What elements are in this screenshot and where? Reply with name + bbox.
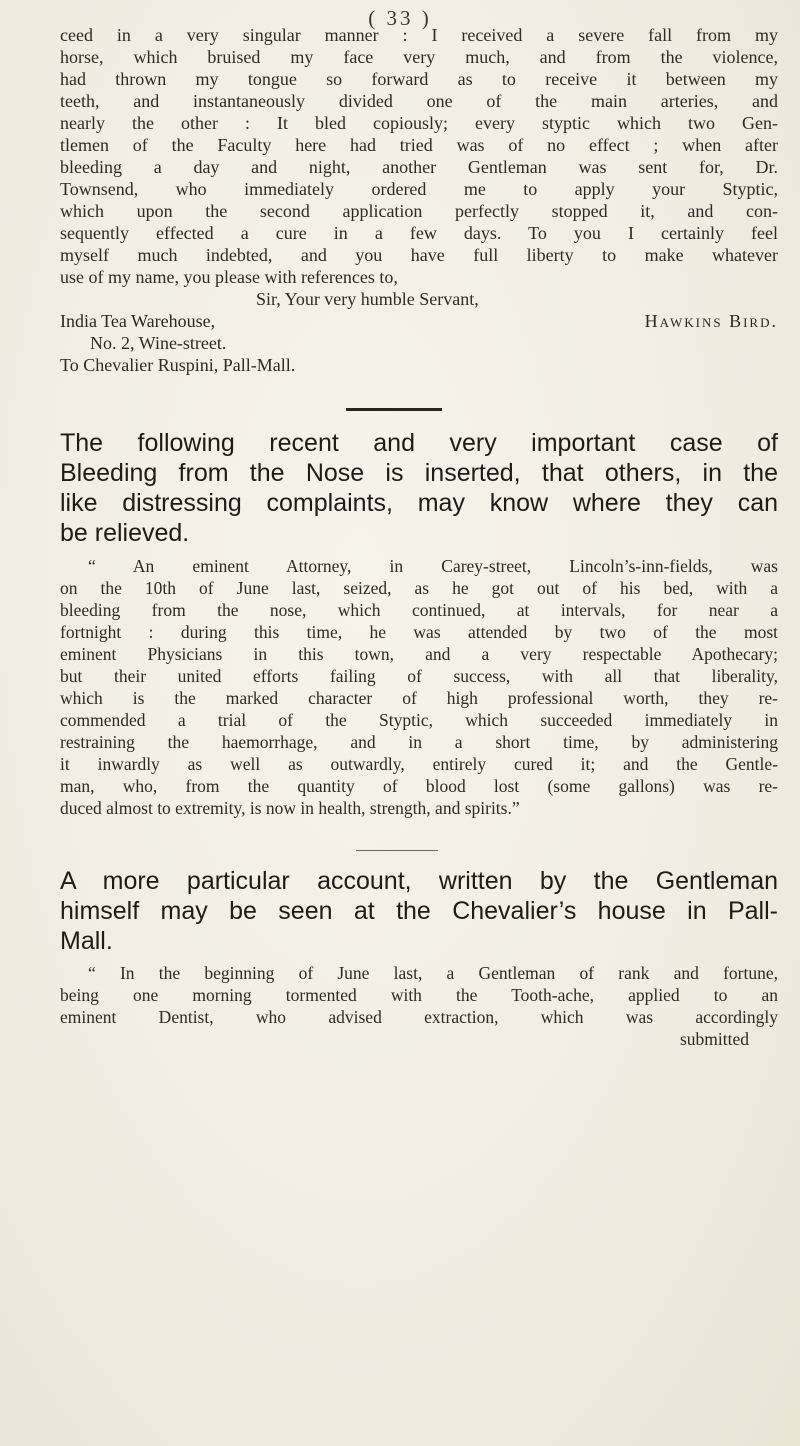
- toothache-line: being one morning tormented with the Tooth-ache, applied to an: [60, 985, 778, 1005]
- page-number: ( 33 ): [368, 6, 432, 30]
- letter-line: bleeding a day and night, another Gentleman was sent for, Dr.: [60, 157, 778, 177]
- case-line: commended a trial of the Styptic, which succeeded immediately in: [60, 710, 778, 730]
- case-line: it inwardly as well as outwardly, entirely cured it; and the Gentle-: [60, 754, 778, 774]
- letter-line: ceed in a very singular manner : I received a severe fall from my: [60, 25, 778, 45]
- heading-line: Mall.: [60, 927, 113, 955]
- letter-line: use of my name, you please with references to,: [60, 267, 398, 287]
- heading-line: like distressing complaints, may know where they can: [60, 489, 778, 517]
- heading-line: himself may be seen at the Chevalier’s house in Pall-: [60, 897, 778, 925]
- case-line: which is the marked character of high professional worth, they re-: [60, 688, 778, 708]
- case-line: fortnight : during this time, he was attended by two of the most: [60, 622, 778, 642]
- letter-line: tlemen of the Faculty here had tried was of no effect ; when after: [60, 135, 778, 155]
- case-line: but their united efforts failing of success, with all that liberality,: [60, 666, 778, 686]
- letter-line: teeth, and instantaneously divided one of the main arteries, and: [60, 91, 778, 111]
- address-line: India Tea Warehouse,: [60, 311, 216, 331]
- case-line: bleeding from the nose, which continued, at intervals, for near a: [60, 600, 778, 620]
- case-line: on the 10th of June last, seized, as he got out of his bed, with a: [60, 578, 778, 598]
- heading-line: A more particular account, written by the Gentleman: [60, 867, 778, 895]
- address-line: No. 2, Wine-street.: [90, 333, 227, 353]
- letter-closing: Sir, Your very humble Servant,: [256, 289, 479, 309]
- section-divider: [346, 408, 442, 411]
- heading-line: Bleeding from the Nose is inserted, that others, in the: [60, 459, 778, 487]
- letter-line: Townsend, who immediately ordered me to apply your Styptic,: [60, 179, 778, 199]
- letter-line: which upon the second application perfectly stopped it, and con-: [60, 201, 778, 221]
- letter-line: had thrown my tongue so forward as to receive it between my: [60, 69, 778, 89]
- case-line: duced almost to extremity, is now in health, strength, and spirits.”: [60, 798, 520, 818]
- section-divider: [356, 850, 438, 851]
- signature-row: [60, 310, 778, 332]
- letter-line: sequently effected a cure in a few days. To you I certainly feel: [60, 223, 778, 243]
- letter-line: nearly the other : It bled copiously; every styptic which two Gen-: [60, 113, 778, 133]
- catchword: submitted: [680, 1029, 750, 1049]
- recipient-line: To Chevalier Ruspini, Pall-Mall.: [60, 355, 296, 375]
- letter-line: myself much indebted, and you have full liberty to make whatever: [60, 245, 778, 265]
- signature: Hawkins Bird.: [644, 311, 778, 331]
- toothache-line: eminent Dentist, who advised extraction, which was accordingly: [60, 1007, 778, 1027]
- case-line: eminent Physicians in this town, and a very respectable Apothecary;: [60, 644, 778, 664]
- case-line: restraining the haemorrhage, and in a short time, by administering: [60, 732, 778, 752]
- case-line: “ An eminent Attorney, in Carey-street, Lincoln’s-inn-fields, was: [88, 556, 778, 576]
- heading-line: be relieved.: [60, 519, 190, 547]
- letter-line: horse, which bruised my face very much, and from the violence,: [60, 47, 778, 67]
- heading-line: The following recent and very important case of: [60, 429, 778, 457]
- case-line: man, who, from the quantity of blood lost (some gallons) was re-: [60, 776, 778, 796]
- toothache-line: “ In the beginning of June last, a Gentleman of rank and fortune,: [88, 963, 778, 983]
